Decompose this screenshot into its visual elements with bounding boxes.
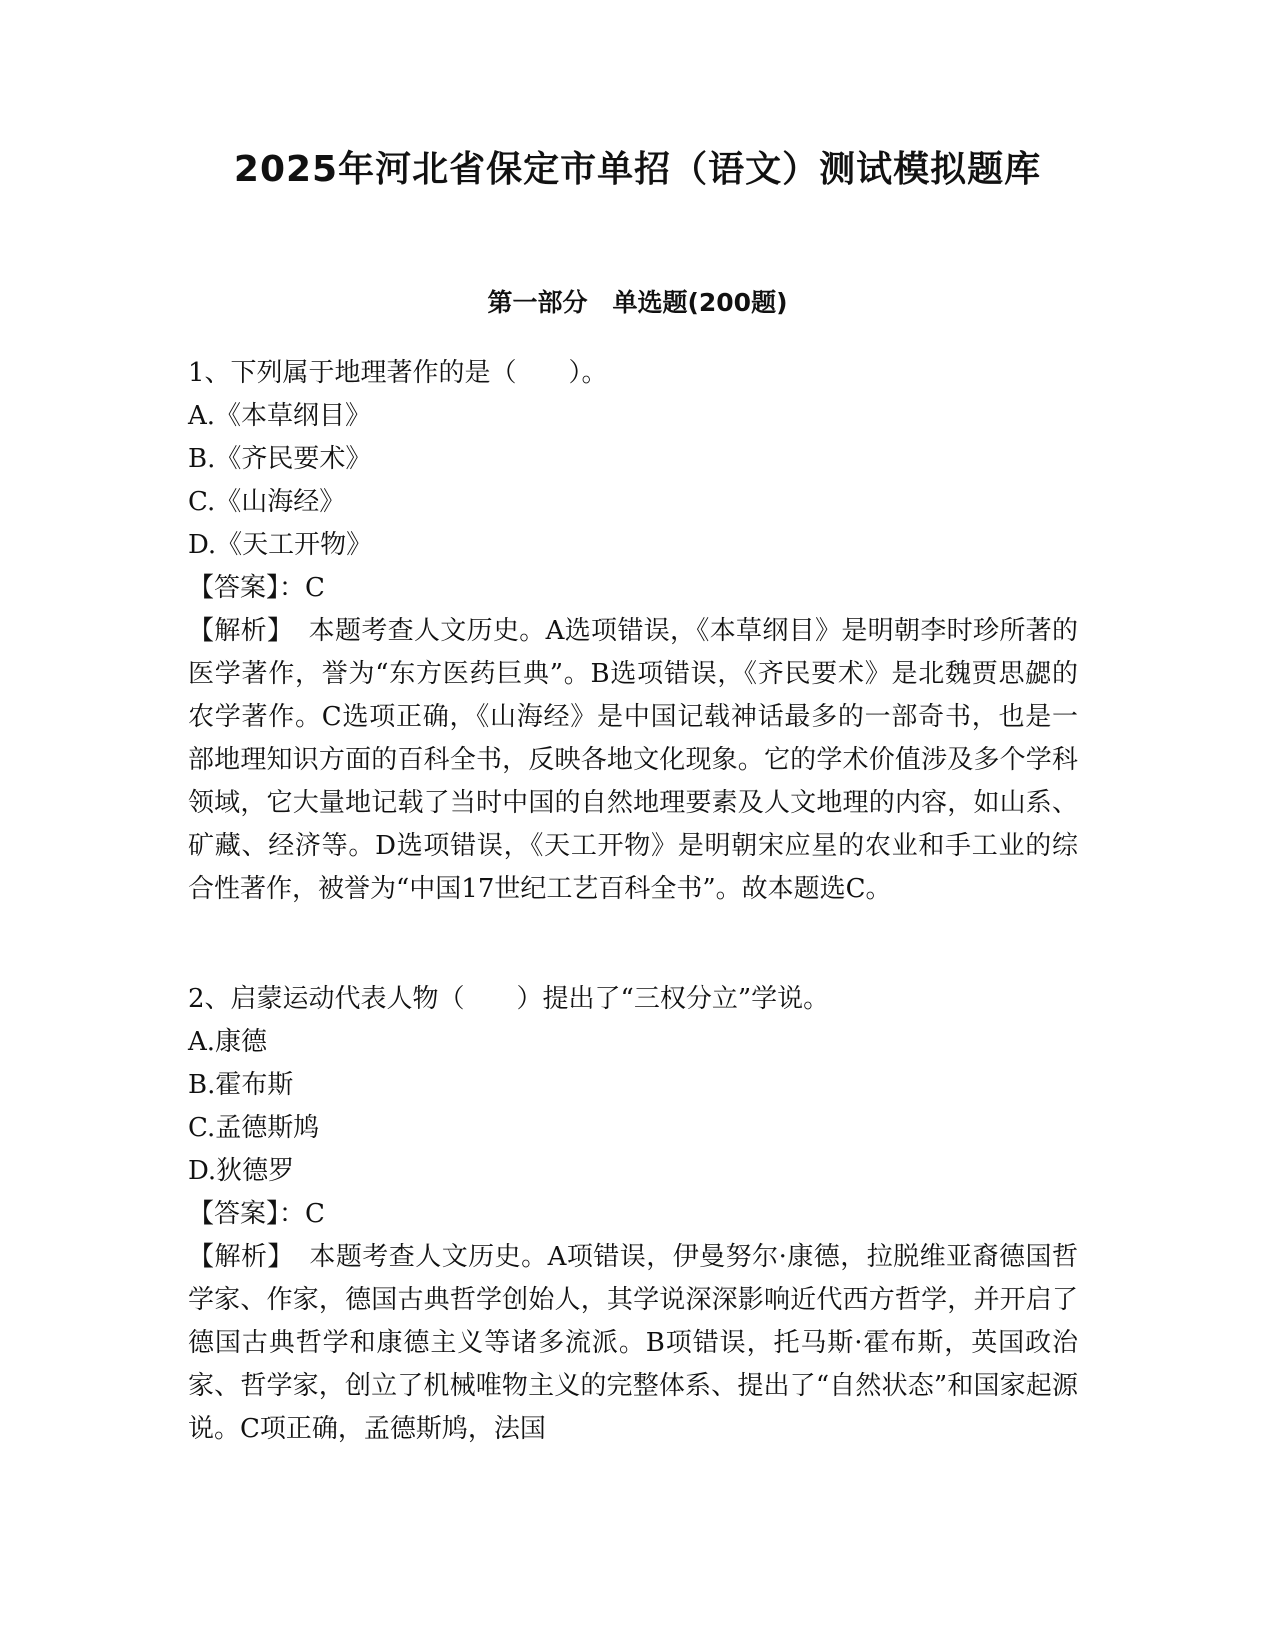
question-1 — [188, 352, 1088, 911]
analysis-label: 【解析】 — [188, 616, 281, 646]
option-d: D.狄德罗 — [188, 1156, 295, 1186]
document-title: 2025年河北省保定市单招（语文）测试模拟题库 — [233, 149, 1042, 190]
answer-line — [188, 567, 1088, 610]
analysis-text: 本题考查人文历史。A项错误，伊曼努尔·康德，拉脱维亚裔德国哲学家、作家，德国古典哲学创始人，其学说深深影响近代西方哲学，并开启了德国古典哲学和康德主义等诸多流派。B项错误，托马斯·霍布斯，英国政治家、哲学家，创立了机械唯物主义的完整体系、提出了“自然状态”和国家起源说。C项正确，孟德斯鸠，法国 — [188, 1242, 1078, 1444]
answer-value: C — [305, 573, 325, 603]
analysis-text: 本题考查人文历史。A选项错误，《本草纲目》是明朝李时珍所著的医学著作，誉为“东方医药巨典”。B选项错误，《齐民要术》是北魏贾思勰的农学著作。C选项正确，《山海经》是中国记载神话最多的一部奇书，也是一部地理知识方面的百科全书，反映各地文化现象。它的学术价值涉及多个学科领域，它大量地记载了当时中国的自然地理要素及人文地理的内容，如山系、矿藏、经济等。D选项错误，《天工开物》是明朝宋应星的农业和手工业的综合性著作，被誉为“中国17世纪工艺百科全书”。故本题选C。 — [188, 616, 1078, 904]
question-2 — [188, 978, 1088, 1451]
answer-value: C — [305, 1199, 325, 1229]
answer-label: 【答案】： — [188, 573, 306, 603]
analysis-paragraph — [188, 610, 1078, 911]
question-stem: 2、启蒙运动代表人物（ ）提出了“三权分立”学说。 — [188, 984, 830, 1014]
analysis-paragraph — [188, 1236, 1078, 1451]
analysis-label: 【解析】 — [188, 1242, 281, 1272]
option-a: A.康德 — [188, 1027, 268, 1057]
option-c: C.孟德斯鸠 — [188, 1113, 320, 1143]
option-d: D.《天工开物》 — [188, 530, 373, 560]
answer-line — [188, 1193, 1088, 1236]
section-heading: 第一部分 单选题(200题) — [487, 288, 788, 317]
option-b: B.霍布斯 — [188, 1070, 294, 1100]
option-c: C.《山海经》 — [188, 487, 346, 517]
option-a: A.《本草纲目》 — [188, 401, 372, 431]
question-stem: 1、下列属于地理著作的是（ ）。 — [188, 358, 608, 388]
answer-label: 【答案】： — [188, 1199, 306, 1229]
option-b: B.《齐民要术》 — [188, 444, 372, 474]
